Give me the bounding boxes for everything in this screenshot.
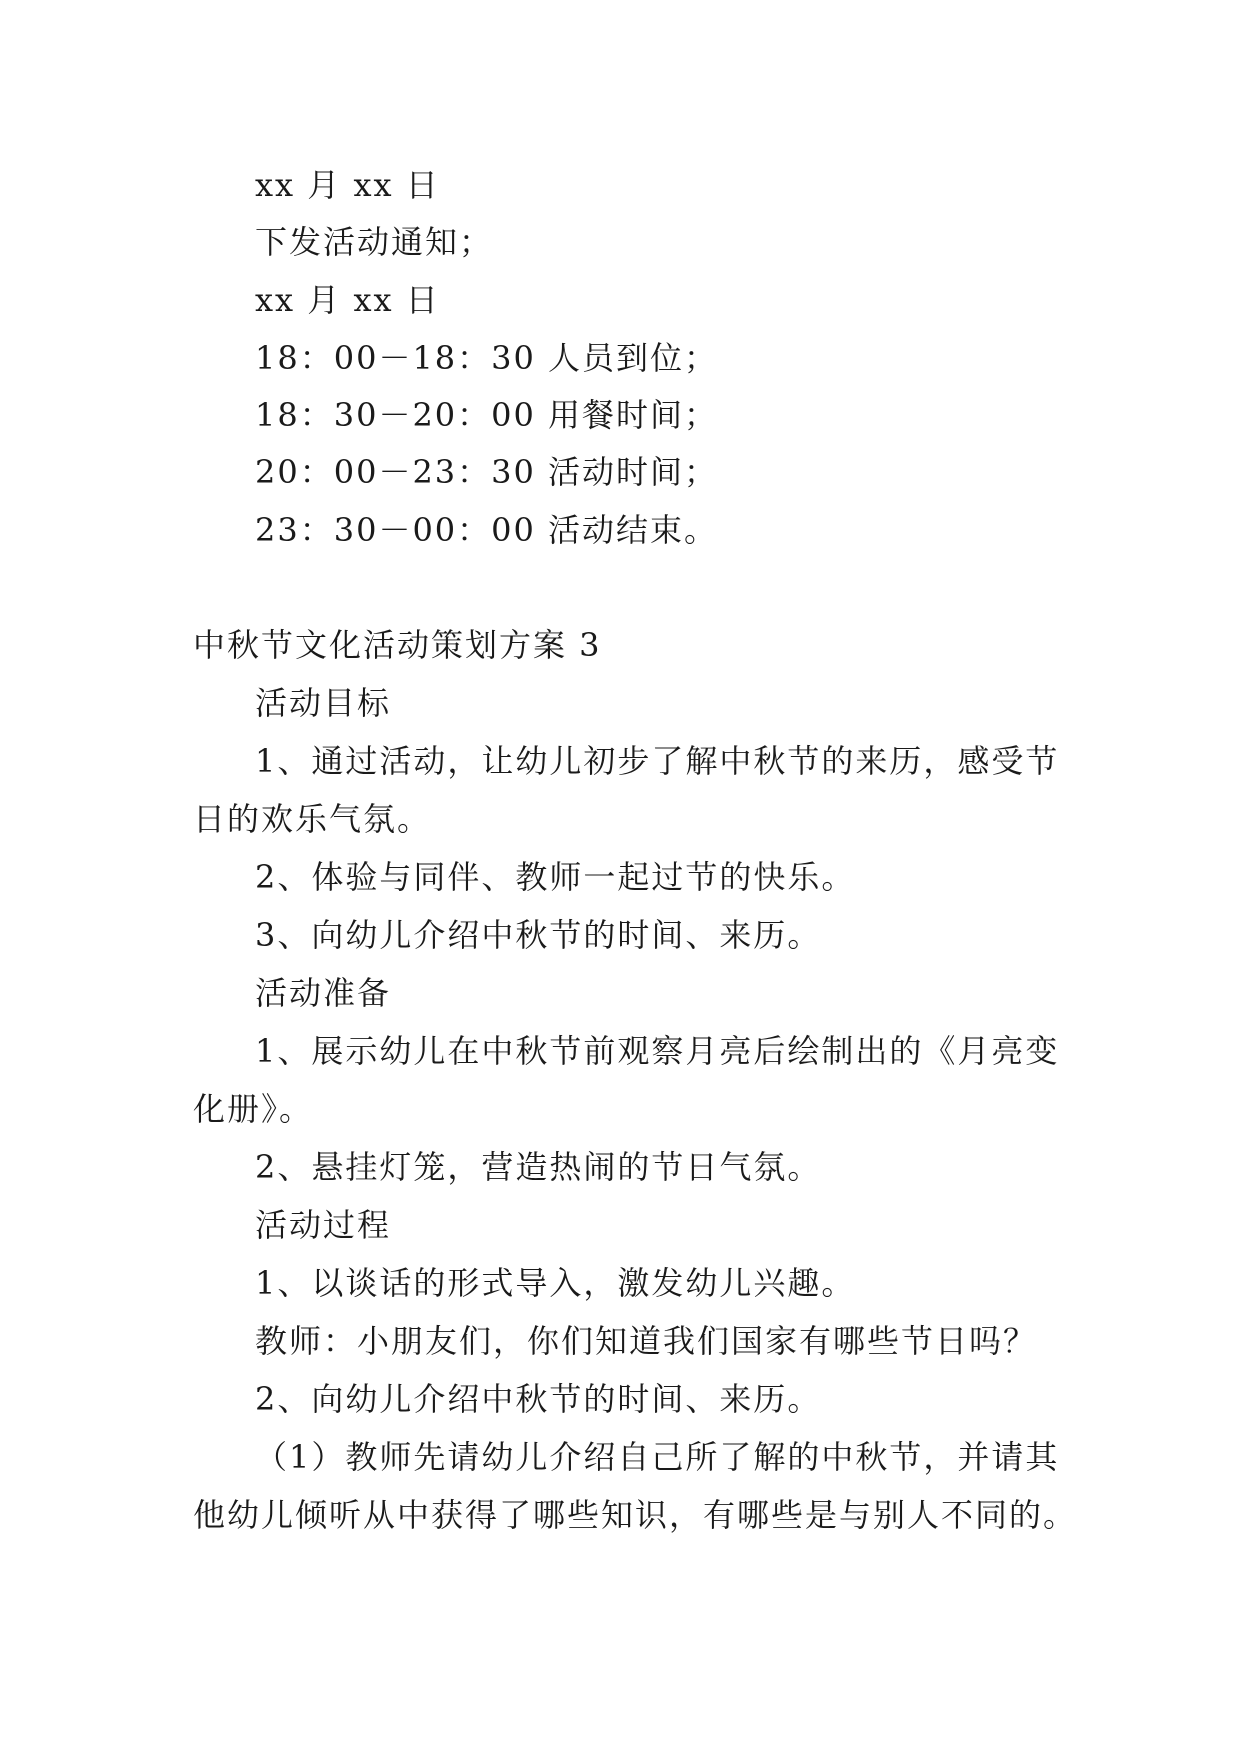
schedule-date-2: xx 月 xx 日 [255, 281, 440, 319]
schedule-slot-2: 18：30－20：00 用餐时间； [255, 396, 719, 434]
goals-item-1-line-1: 1、通过活动，让幼儿初步了解中秋节的来历，感受节 [255, 742, 1060, 780]
section-title: 中秋节文化活动策划方案 3 [193, 626, 602, 664]
process-step-2: 2、向幼儿介绍中秋节的时间、来历。 [255, 1380, 822, 1418]
goals-heading: 活动目标 [255, 684, 392, 722]
process-sub-1-line-1: （1）教师先请幼儿介绍自己所了解的中秋节，并请其 [255, 1438, 1060, 1476]
teacher-question: 教师：小朋友们，你们知道我们国家有哪些节日吗？ [255, 1322, 1038, 1360]
schedule-slot-4: 23：30－00：00 活动结束。 [255, 511, 719, 549]
schedule-slot-1: 18：00－18：30 人员到位； [255, 339, 719, 377]
goals-item-3: 3、向幼儿介绍中秋节的时间、来历。 [255, 916, 822, 954]
preparation-item-1-line-2: 化册》。 [193, 1090, 314, 1128]
schedule-notice: 下发活动通知； [255, 223, 494, 261]
preparation-item-2: 2、悬挂灯笼，营造热闹的节日气氛。 [255, 1148, 822, 1186]
schedule-date-1: xx 月 xx 日 [255, 166, 440, 204]
schedule-slot-3: 20：00－23：30 活动时间； [255, 453, 719, 491]
goals-item-2: 2、体验与同伴、教师一起过节的快乐。 [255, 858, 856, 896]
process-sub-1-line-2: 他幼儿倾听从中获得了哪些知识，有哪些是与别人不同的。 [193, 1496, 1078, 1534]
preparation-heading: 活动准备 [255, 974, 392, 1012]
process-step-1: 1、以谈话的形式导入，激发幼儿兴趣。 [255, 1264, 856, 1302]
process-heading: 活动过程 [255, 1206, 392, 1244]
goals-item-1-line-2: 日的欢乐气氛。 [193, 800, 432, 838]
preparation-item-1-line-1: 1、展示幼儿在中秋节前观察月亮后绘制出的《月亮变 [255, 1032, 1060, 1070]
